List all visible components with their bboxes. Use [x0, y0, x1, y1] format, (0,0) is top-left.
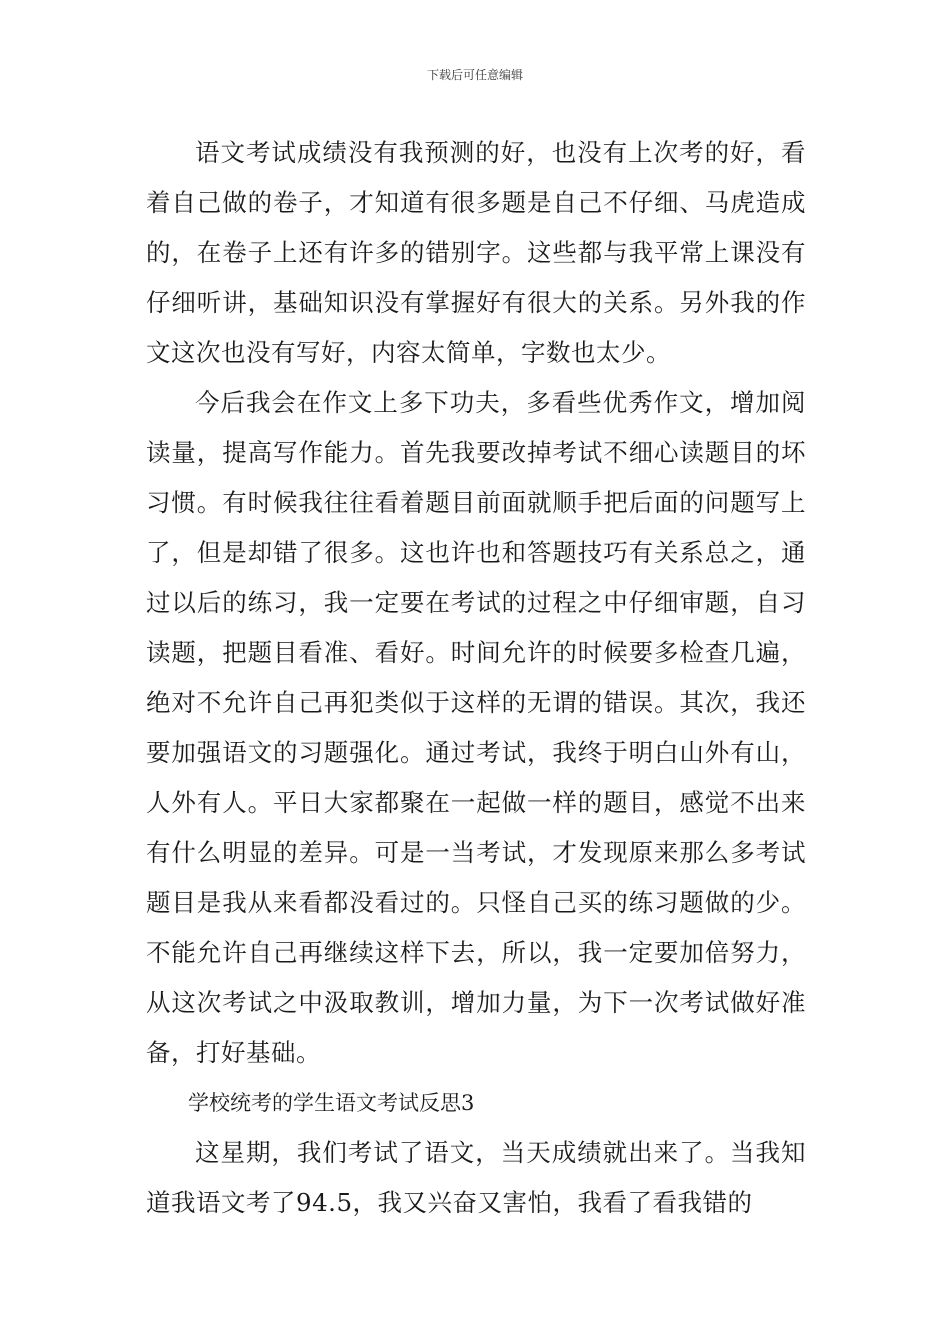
page-header: 下载后可任意编辑: [426, 68, 523, 82]
paragraph-improvement-plan: 今后我会在作文上多下功夫，多看些优秀作文，增加阅读量，提高写作能力。首先我要改掉考试不细心读题目的坏习惯。有时候我往往看着题目前面就顺手把后面的问题写上了，但是却错了很多。这也许也和答题技巧有关系总之，通过以后的练习，我一定要在考试的过程之中仔细审题，自习读题，把题目看准、看好。时间允许的时候要多检查几遍，绝对不允许自己再犯类似于这样的无谓的错误。其次，我还要加强语文的习题强化。通过考试，我终于明白山外有山，人外有人。平日大家都聚在一起做一样的题目，感觉不出来有什么明显的差异。可是一当考试，才发现原来那么多考试题目是我从来看都没看过的。只怪自己买的练习题做的少。不能允许自己再继续这样下去，所以，我一定要加倍努力，从这次考试之中汲取教训，增加力量，为下一次考试做好准备，打好基础。: [146, 388, 806, 1067]
section-title: 学校统考的学生语文考试反思3: [188, 1091, 475, 1115]
paragraph-exam-result: 语文考试成绩没有我预测的好，也没有上次考的好，看着自己做的卷子，才知道有很多题是自己不仔细、马虎造成的，在卷子上还有许多的错别字。这些都与我平常上课没有仔细听讲，基础知识没有掌握好有很大的关系。另外我的作文这次也没有写好，内容太简单，字数也太少。: [146, 138, 806, 367]
paragraph-section-3: 这星期，我们考试了语文，当天成绩就出来了。当我知道我语文考了94.5，我又兴奋又害怕，我看了看我错的: [146, 1138, 806, 1217]
document-body: [146, 128, 806, 1228]
